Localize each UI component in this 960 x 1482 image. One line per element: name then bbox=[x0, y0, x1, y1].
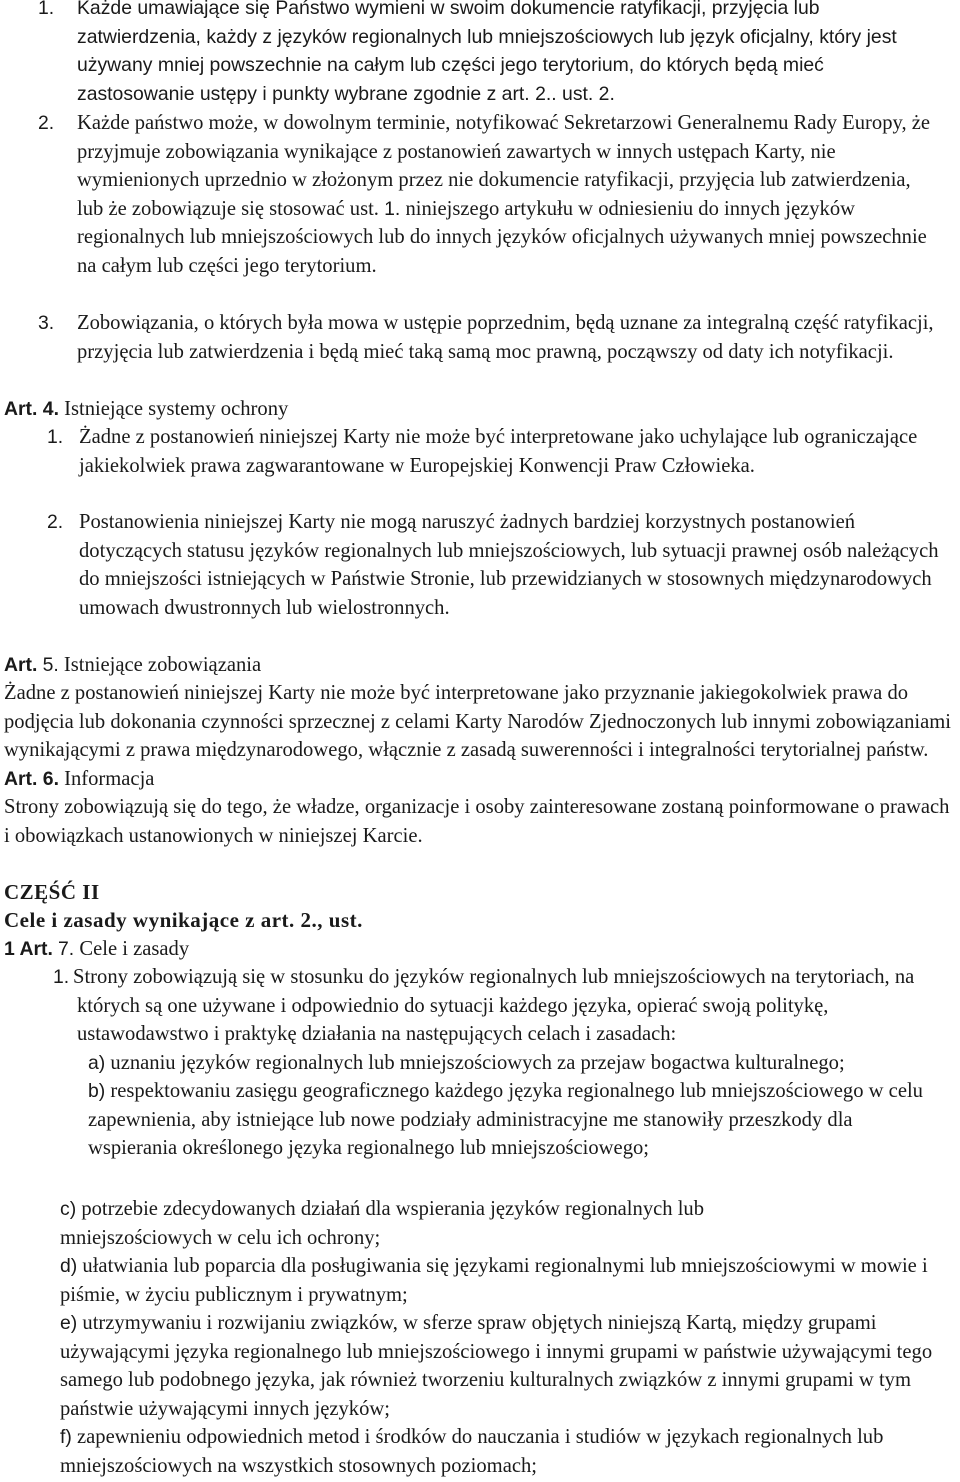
paragraph-number: 1. bbox=[53, 966, 70, 988]
point-f bbox=[0, 1423, 960, 1480]
point-text: zapewnieniu odpowiednich metod i środków do nauczania i studiów w językach regionalnych lub mniejszościowych na wszystkich stosownych poziomach; bbox=[60, 1426, 884, 1477]
paragraph-text-part: niniejszego artykułu w odniesieniu do innych języków regionalnych lub mniejszościowych lub do innych języków oficjalnych używanych mniej powszechnie na całym lub części jego terytorium. bbox=[77, 197, 927, 277]
point-b bbox=[0, 1077, 960, 1163]
paragraph-text-part: Każde państwo może, w dowolnym terminie, notyfikować Sekretarzowi Generalnemu Rady Europy, że przyjmuje zobowiązania wynikające z postanowień zawartych w innych ustępach Karty, nie wymienionych uprzednio w złożonym przez nie dokumencie ratyfikacji, przyjęcia lub zatwierdzenia, lub że zobowiązuje się stosować ust. bbox=[77, 112, 931, 220]
article-number: 7. bbox=[58, 938, 75, 960]
inline-number: 1. bbox=[384, 197, 401, 220]
article-5-body bbox=[0, 679, 960, 850]
article-7-paragraph-1 bbox=[0, 963, 960, 1049]
article-6-title: Informacja bbox=[64, 767, 155, 790]
point-text: uznaniu języków regionalnych lub mniejszościowych za przejaw bogactwa kulturalnego; bbox=[110, 1052, 845, 1074]
part-2-heading bbox=[0, 878, 960, 907]
paragraph-text-part: Strony zobowiązują się do tego, że władze, organizacje i osoby zainteresowane zostaną poinformowane o prawach i obowiązkach ustanowionych w niniejszej Karcie. bbox=[4, 796, 950, 847]
point-text: potrzebie zdecydowanych działań dla wspierania języków regionalnych lub mniejszościowych w celu ich ochrony; bbox=[60, 1198, 705, 1249]
article-4-heading bbox=[0, 395, 960, 424]
point-text: respektowaniu zasięgu geograficznego każdego języka regionalnego lub mniejszościowego w celu zapewnienia, aby istniejące lub nowe podziały administracyjne me stanowiły przeszkody dla wspierania określonego języka regionalnego lub mniejszościowego; bbox=[88, 1080, 923, 1159]
point-letter: d) bbox=[60, 1255, 78, 1277]
paragraph-text bbox=[4, 679, 956, 850]
point-text: ułatwiania lub poparcia dla posługiwania się językami regionalnymi lub mniejszościowymi w mowie i piśmie, w życiu publicznym i prywatnym; bbox=[60, 1255, 928, 1306]
article-label: Art. bbox=[4, 654, 38, 676]
paragraph-text bbox=[77, 109, 942, 280]
article-title: Istniejące systemy ochrony bbox=[64, 398, 289, 420]
paragraph-text: Żadne z postanowień niniejszej Karty nie może być interpretowane jako uchylające lub ograniczające jakiekolwiek prawa zagwarantowane w Europejskiej Konwencji Praw Człowieka. bbox=[79, 426, 918, 477]
part-title: CZĘŚĆ II bbox=[4, 880, 100, 904]
point-text: utrzymywaniu i rozwijaniu związków, w sferze spraw objętych niniejszą Kartą, między grupami używającymi języka regionalnego lub mniejszościowego i innymi grupami w państwie używającymi tego samego lub podobnego języka, jak również tworzeniu kulturalnych związków z innymi grupami w tym państwie używającymi innych języków; bbox=[60, 1312, 933, 1420]
article-title: Cele i zasady bbox=[79, 938, 190, 960]
paragraph-number: 1. bbox=[38, 0, 55, 19]
paragraph-text-part: Żadne z postanowień niniejszej Karty nie może być interpretowane jako przyznanie jakiegokolwiek prawa do podjęcia lub dokonania czynności sprzecznej z celami Karty Narodów Zjednoczonych lub innymi zobowiązaniami wynikającymi z prawa międzynarodowego, włącznie z zasadą suwerenności i integralności terytorialnej państw. bbox=[4, 682, 951, 761]
article-number: 5. bbox=[42, 654, 59, 676]
point-letter: f) bbox=[60, 1426, 72, 1448]
paragraph-text: Zobowiązania, o których była mowa w ustępie poprzednim, będą uznane za integralną część ratyfikacji, przyjęcia lub zatwierdzenia i będą mieć taką samą moc prawną, począwszy od daty ich notyfikacji. bbox=[77, 312, 934, 363]
part-subtitle: Cele i zasady wynikające z art. 2., ust. bbox=[4, 908, 363, 932]
article-5-heading bbox=[0, 651, 960, 680]
article-title: Istniejące zobowiązania bbox=[63, 654, 262, 676]
article-4-paragraph-2 bbox=[0, 508, 960, 622]
point-a bbox=[0, 1049, 960, 1078]
point-d bbox=[0, 1252, 960, 1309]
part-2-subheading bbox=[0, 906, 960, 935]
paragraph-text: Każde umawiające się Państwo wymieni w swoim dokumencie ratyfikacji, przyjęcia lub zatwierdzenia, każdy z języków regionalnych lub mniejszościowych lub język oficjalny, który jest używany mniej powszechnie na całym lub części jego terytorium, do których będą mieć zastosowanie ustępy i punkty wybrane zgodnie z art. 2.. ust. 2. bbox=[77, 0, 897, 105]
paragraph-number: 3. bbox=[38, 312, 55, 334]
article-label: 1 Art. bbox=[4, 938, 53, 960]
paragraph-text: Strony zobowiązują się w stosunku do języków regionalnych lub mniejszościowych na terytoriach, na których są one używane i odpowiednio do sytuacji każdego języka, opierać swoją politykę, ustawodawstwo i praktykę działania na następujących celach i zasadach: bbox=[73, 966, 915, 1045]
paragraph-2 bbox=[0, 109, 960, 280]
point-e bbox=[0, 1309, 960, 1423]
point-letter: e) bbox=[60, 1312, 78, 1334]
point-letter: a) bbox=[88, 1052, 106, 1074]
article-7-heading bbox=[0, 935, 960, 964]
point-letter: b) bbox=[88, 1080, 106, 1102]
point-c bbox=[0, 1195, 960, 1252]
paragraph-3 bbox=[0, 309, 960, 366]
paragraph-number: 2. bbox=[47, 511, 64, 533]
point-letter: c) bbox=[60, 1198, 77, 1220]
paragraph-1 bbox=[0, 0, 960, 108]
paragraph-number: 1. bbox=[47, 426, 64, 448]
article-label: Art. 4. bbox=[4, 398, 59, 420]
paragraph-number: 2. bbox=[38, 112, 55, 134]
article-4-paragraph-1 bbox=[0, 423, 960, 480]
paragraph-text: Postanowienia niniejszej Karty nie mogą naruszyć żadnych bardziej korzystnych postanowień dotyczących statusu języków regionalnych lub mniejszościowych, lub sytuacji prawnej osób należących do mniejszości istniejących w Państwie Stronie, lub przewidzianych w stosownych międzynarodowych umowach dwustronnych lub wielostronnych. bbox=[79, 511, 939, 619]
article-6-label: Art. 6. bbox=[4, 767, 59, 790]
